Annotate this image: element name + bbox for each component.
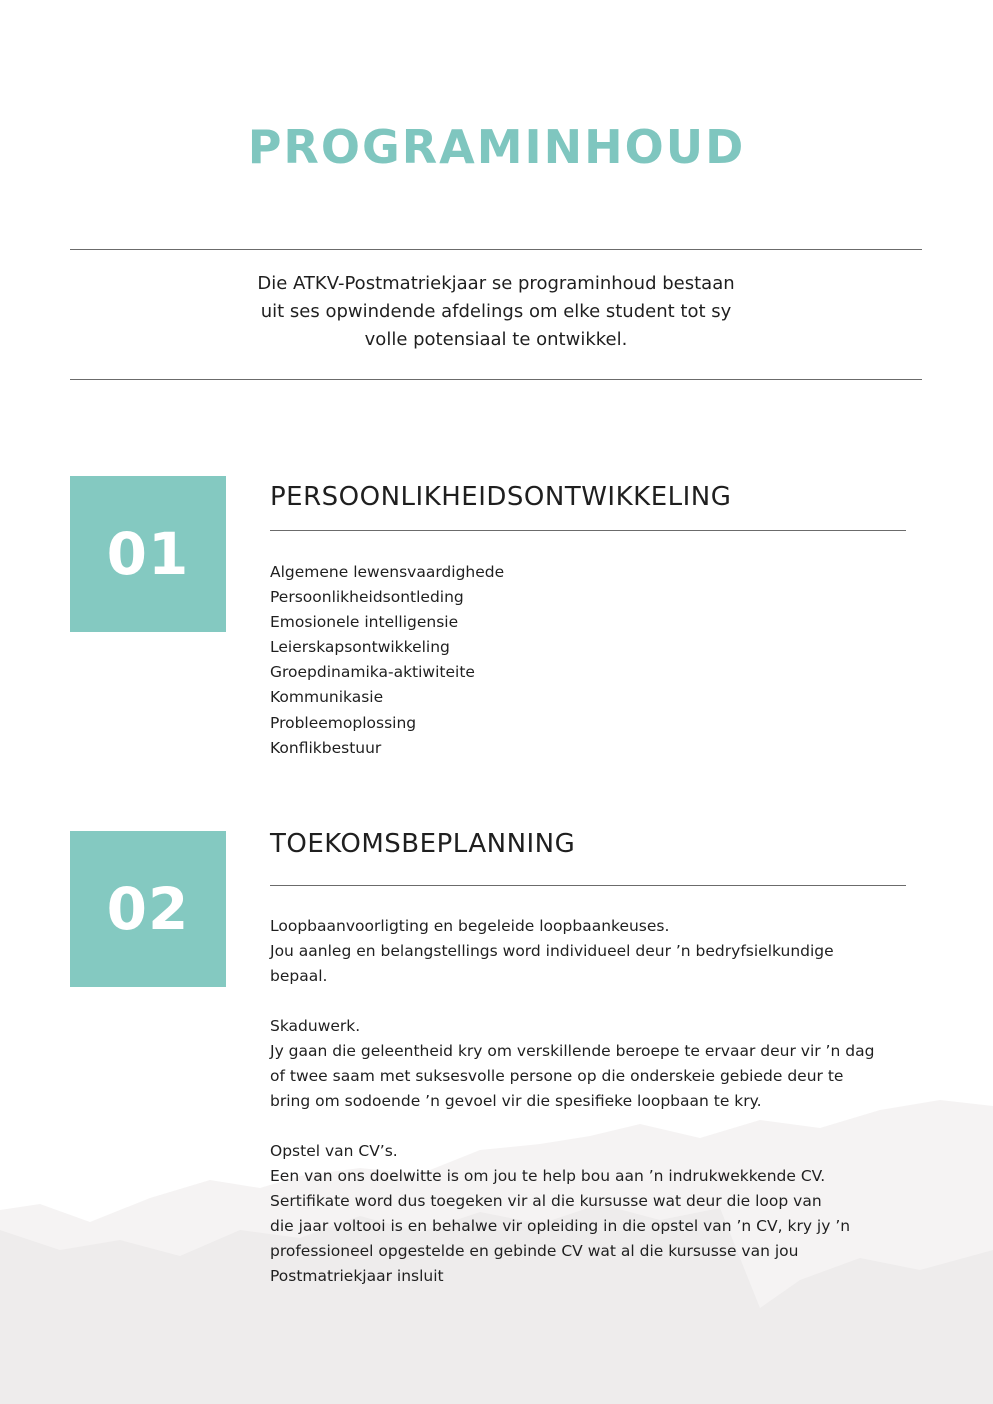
intro-line: uit ses opwindende afdelings om elke student tot sy — [260, 301, 732, 322]
section-number-badge — [70, 476, 226, 632]
paragraph-line: die jaar voltooi is en behalwe vir opleiding in die opstel van ’n CV, kry jy ’n — [270, 1217, 851, 1235]
list-item: Kommunikasie — [270, 688, 384, 707]
section-body — [270, 914, 920, 1314]
intro-line: volle potensiaal te ontwikkel. — [364, 329, 628, 350]
section-heading: PERSOONLIKHEIDSONTWIKKELING — [270, 482, 732, 512]
paragraph-career-guidance — [270, 914, 920, 989]
list-item: Konflikbestuur — [270, 738, 382, 757]
list-item: Emosionele intelligensie — [270, 613, 459, 632]
paragraph-line: Skaduwerk. — [270, 1017, 361, 1035]
list-item: Leierskapsontwikkeling — [270, 638, 450, 657]
bottom-divider — [70, 379, 922, 380]
paragraph-cv — [270, 1139, 920, 1289]
section-number-badge — [70, 831, 226, 987]
list-item: Persoonlikheidsontleding — [270, 588, 464, 607]
paragraph-line: professioneel opgestelde en gebinde CV wat al die kursusse van jou — [270, 1242, 799, 1260]
paragraph-job-shadowing — [270, 1014, 920, 1114]
paragraph-line: bepaal. — [270, 967, 328, 985]
list-item: Algemene lewensvaardighede — [270, 563, 505, 581]
intro-paragraph — [196, 270, 796, 354]
paragraph-line: Opstel van CV’s. — [270, 1142, 398, 1160]
section-number: 01 — [106, 520, 190, 588]
section-divider — [270, 530, 906, 531]
section-heading: TOEKOMSBEPLANNING — [270, 829, 576, 859]
paragraph-line: Sertifikate word dus toegeken vir al die kursusse wat deur die loop van — [270, 1192, 822, 1210]
paragraph-line: Een van ons doelwitte is om jou te help bou aan ’n indrukwekkende CV. — [270, 1167, 826, 1185]
paragraph-line: Jou aanleg en belangstellings word individueel deur ’n bedryfsielkundige — [270, 942, 834, 960]
list-item: Probleemoplossing — [270, 713, 417, 732]
paragraph-line: bring om sodoende ’n gevoel vir die spesifieke loopbaan te kry. — [270, 1092, 762, 1110]
top-divider — [70, 249, 922, 250]
list-item: Groepdinamika-aktiwiteite — [270, 663, 475, 682]
paragraph-line: of twee saam met suksesvolle persone op die onderskeie gebiede deur te — [270, 1067, 844, 1085]
section-divider — [270, 885, 906, 886]
paragraph-line: Postmatriekjaar insluit — [270, 1267, 444, 1285]
page-title: PROGRAMINHOUD — [247, 120, 746, 174]
paragraph-line: Jy gaan die geleentheid kry om verskillende beroepe te ervaar deur vir ’n dag — [270, 1042, 875, 1060]
section-item-list — [270, 560, 504, 761]
paragraph-line: Loopbaanvoorligting en begeleide loopbaankeuses. — [270, 917, 670, 935]
section-number: 02 — [106, 875, 190, 943]
intro-line: Die ATKV-Postmatriekjaar se programinhoud bestaan — [257, 273, 735, 294]
